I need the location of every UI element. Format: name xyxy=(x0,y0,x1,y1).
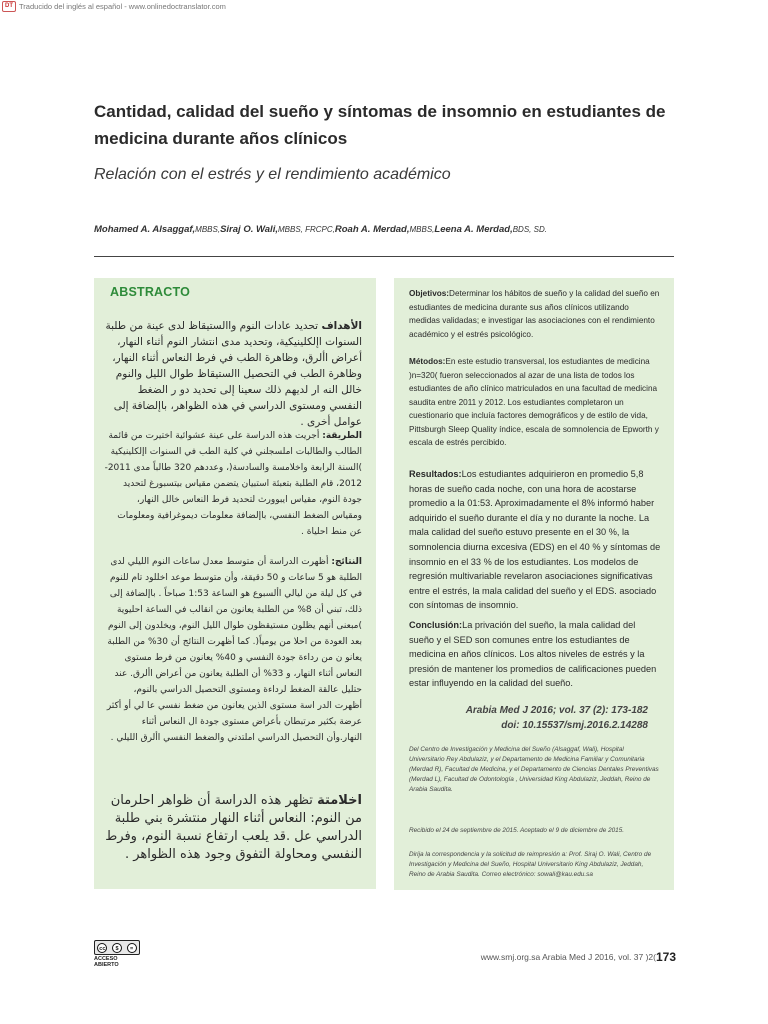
received-note: Recibido el 24 de septiembre de 2015. Aceptado el 9 de diciembre de 2015. xyxy=(409,827,625,834)
header-divider xyxy=(94,256,674,257)
author-degrees: MBBS, xyxy=(409,225,435,234)
translator-logo-icon: DT xyxy=(2,1,16,12)
objectives-section xyxy=(409,287,661,341)
abstract-heading: ABSTRACTO xyxy=(110,285,191,299)
translator-bar xyxy=(2,0,226,12)
page-number: 173 xyxy=(655,950,676,964)
arabic-methods xyxy=(104,428,362,540)
arabic-objectives-text: تحديد عادات النوم واالستيقاظ لدى عينة من طلبة السنوات اإلكلينيكية، وتحديد مدى انتشار النوم أثناء النهار، أعراض األرق، وظاهرة الطب في فرط النعاس أثناء النهار، وظاهرة الطب في التحصيل االستيقاظ طوال الليل والنوم خالل النه ار لديهم ذلك سعينا إلى تحديد دو ر الضغط النفسي ومستوى الدراسي في هذه الظواهر، باإلضافة إلى عوامل أخرى . xyxy=(105,320,362,428)
arabic-methods-label: الطريقة: xyxy=(322,431,362,441)
cc-icon: cc xyxy=(97,943,107,953)
results-text: Los estudiantes adquirieron en promedio 5,8 horas de sueño cada noche, con una hora de acostarse promedio a la 01:53. Aproximadamente el 8% informó haber adquirido el sueño durante el día y no durante la noche. La mala calidad del sueño estuvo presente en el 30 %, la somnolencia diurna excesiva (EDS) en el 40 % y síntomas de insomnio en el 33 % de los estudiantes. Los modelos de regresión multivariable revelaron asociaciones significativas entre el estrés, la mala calidad del sueño y el EDS. asociado con síntomas de insomnio. xyxy=(409,469,661,611)
methods-text: En este estudio transversal, los estudiantes de medicina )n=320( fueron seleccionados al azar de una lista de todos los estudiantes de año clínico matriculados en una facultad de medicina saudita entre 2011 y 2012. Los estudiantes completaron un cuestionario que incluía factores demográficos y de estilo de vida, Pittsburgh Sleep Quality índice, escala de somnolencia de Epworth y escala de estrés percibido. xyxy=(409,357,659,447)
creative-commons-icon xyxy=(94,940,140,955)
noderivatives-icon: = xyxy=(127,943,137,953)
results-section xyxy=(409,467,661,613)
arabic-results-label: النتائج: xyxy=(331,557,362,567)
footer-journal-info: www.smj.org.sa Arabia Med J 2016, vol. 37 )2( xyxy=(480,952,656,962)
abstract-arabic-panel xyxy=(94,278,376,889)
author-degrees: MBBS, xyxy=(195,225,221,234)
article-title: Cantidad, calidad del sueño y síntomas de insomnio en estudiantes de medicina durante años clínicos xyxy=(94,102,666,148)
methods-section xyxy=(409,355,661,450)
noncommercial-icon: $ xyxy=(112,943,122,953)
objectives-label: Objetivos: xyxy=(409,289,450,298)
results-label: Resultados: xyxy=(409,469,462,479)
author-name: Siraj O. Wali, xyxy=(220,224,278,235)
author-degrees: BDS, SD. xyxy=(512,225,547,234)
arabic-conclusion-text: تظهر هذه الدراسة أن ظواهر احلرمان من النوم: النعاس أثناء النهار منتشرة بني طلبة الدراسي عل .قد يلعب ارتفاع نسبة النوم، وفرط النفسي ومحاولة التفوق وجود هذه الظواهر . xyxy=(105,793,362,862)
objectives-text: Determinar los hábitos de sueño y la calidad del sueño en estudiantes de medicina durante sus años clínicos utilizando medidas validadas; e investigar las asociaciones con el rendimiento académico y el estrés psicológico. xyxy=(409,289,660,339)
author-name: Roah A. Merdad, xyxy=(334,224,410,235)
author-list xyxy=(94,224,694,235)
conclusion-label: Conclusión: xyxy=(409,620,463,630)
conclusion-text: La privación del sueño, la mala calidad del sueño y el SED son comunes entre los estudiantes de medicina en años clínicos. Los altos niveles de estrés y la presión de mantener los promedios de calificaciones pueden estar influyendo en la calidad del sueño. xyxy=(409,620,657,689)
arabic-methods-text: أجريت هذه الدراسة على عينة عشوائية اختيرت من قائمة الطالب والطالبات املسجلني في كلية الطب في السنوات اإلكلينيكية )السنة الرابعة واخلامسة والسادسة(، وعددهم 320 طالباً مدى 2011-2012، قام الطلبة بتعبئة استبيان يتضمن مقياس بيتسبورغ لتحديد جودة النوم، مقياس ايبوورث لتحديد فرط النعاس خالل النهار، ومقياس الضغط النفسي، باإلضافة معلومات ديموغرافية ومعلومات عن منط احلياة . xyxy=(104,431,362,537)
arabic-conclusion-label: اخلامتة xyxy=(317,793,362,808)
affiliation-note: Del Centro de Investigación y Medicina del Sueño (Alsaggaf, Wali), Hospital Universitario Rey Abdulaziz, y el Departamento de Medicina Familiar y Comunitaria (Merdad R), Facultad de Medicina, y el Departamento de Ciencias Dentales Preventivas (Merdad L), Facultad de Odontología , Universidad King Abdulaziz, Jeddah, Reino de Arabia Saudita. xyxy=(409,746,659,793)
open-access-badge[interactable] xyxy=(94,940,140,968)
correspondence-note: Dirija la correspondencia y la solicitud de reimpresión a: Prof. Siraj O. Wali, Centro de Investigación y Medicina del Sueño, Hospital Universitario King Abdulaziz, Jeddah, Reino de Arabia Saudita. Correo electrónico: sowali@kau.edu.sa xyxy=(409,851,652,878)
author-degrees: MBBS, FRCPC, xyxy=(277,225,335,234)
article-subtitle: Relación con el estrés y el rendimiento académico xyxy=(94,166,451,183)
arabic-results-text: أظهرت الدراسة أن متوسط معدل ساعات النوم الليلي لدى الطلبة هو 5 ساعات و 50 دقيقة، وأن متوسط موعد اخللود تام للنوم في كل ليلة من ليالي األسبوع هو الساعة 1:53 صباحاً . باإلضافة إلى ذلك، تبني أن 8% من الطلبة يعانون من انقالب في الساعة احليوية )مبعنى أنهم يظلون مستيقظون طوال الليل النوم، ويخلدون إلى النوم بعد العودة من احلا من يومياً(. كما أظهرت النتائج أن 30% من الطلبة يعانو ن من رداءة جودة النفسي و 40% يعانون من فرط مستوى النعاس أثناء النهار، و 33% أن الطلبة يعانون من أعراض األرق. عند حتليل عالقة الضغط لرداءة ومستوى التحصيل الدراسي بالنوم، أظهرت الدر اسة مستوى الذين يعانون من ضغط نفسي عا لي أو أكثر عرضة بكثير مرتبطان بأعراض مستوى جودة ال النعاس أثناء النهار.وأن التحصيل الدراسي املتدني والضغط النفسي األرق الليلي . xyxy=(106,557,362,743)
arabic-results xyxy=(104,554,362,746)
abstract-spanish-panel xyxy=(394,278,674,890)
author-name: Mohamed A. Alsaggaf, xyxy=(94,224,196,235)
conclusion-section xyxy=(409,618,661,691)
translator-link[interactable]: Traducido del inglés al español - www.onlinedoctranslator.com xyxy=(19,1,226,11)
citation-journal: Arabia Med J 2016; vol. 37 (2): 173-182 xyxy=(465,705,648,716)
arabic-objectives xyxy=(104,318,362,430)
author-name: Leena A. Merdad, xyxy=(434,224,513,235)
arabic-objectives-label: الأهداف xyxy=(321,320,362,332)
arabic-conclusion xyxy=(104,792,362,864)
citation-block xyxy=(398,703,648,733)
open-access-label: ACCESO ABIERTO xyxy=(94,956,119,968)
methods-label: Métodos: xyxy=(409,357,446,366)
citation-doi[interactable]: doi: 10.15537/smj.2016.2.14288 xyxy=(501,720,648,731)
